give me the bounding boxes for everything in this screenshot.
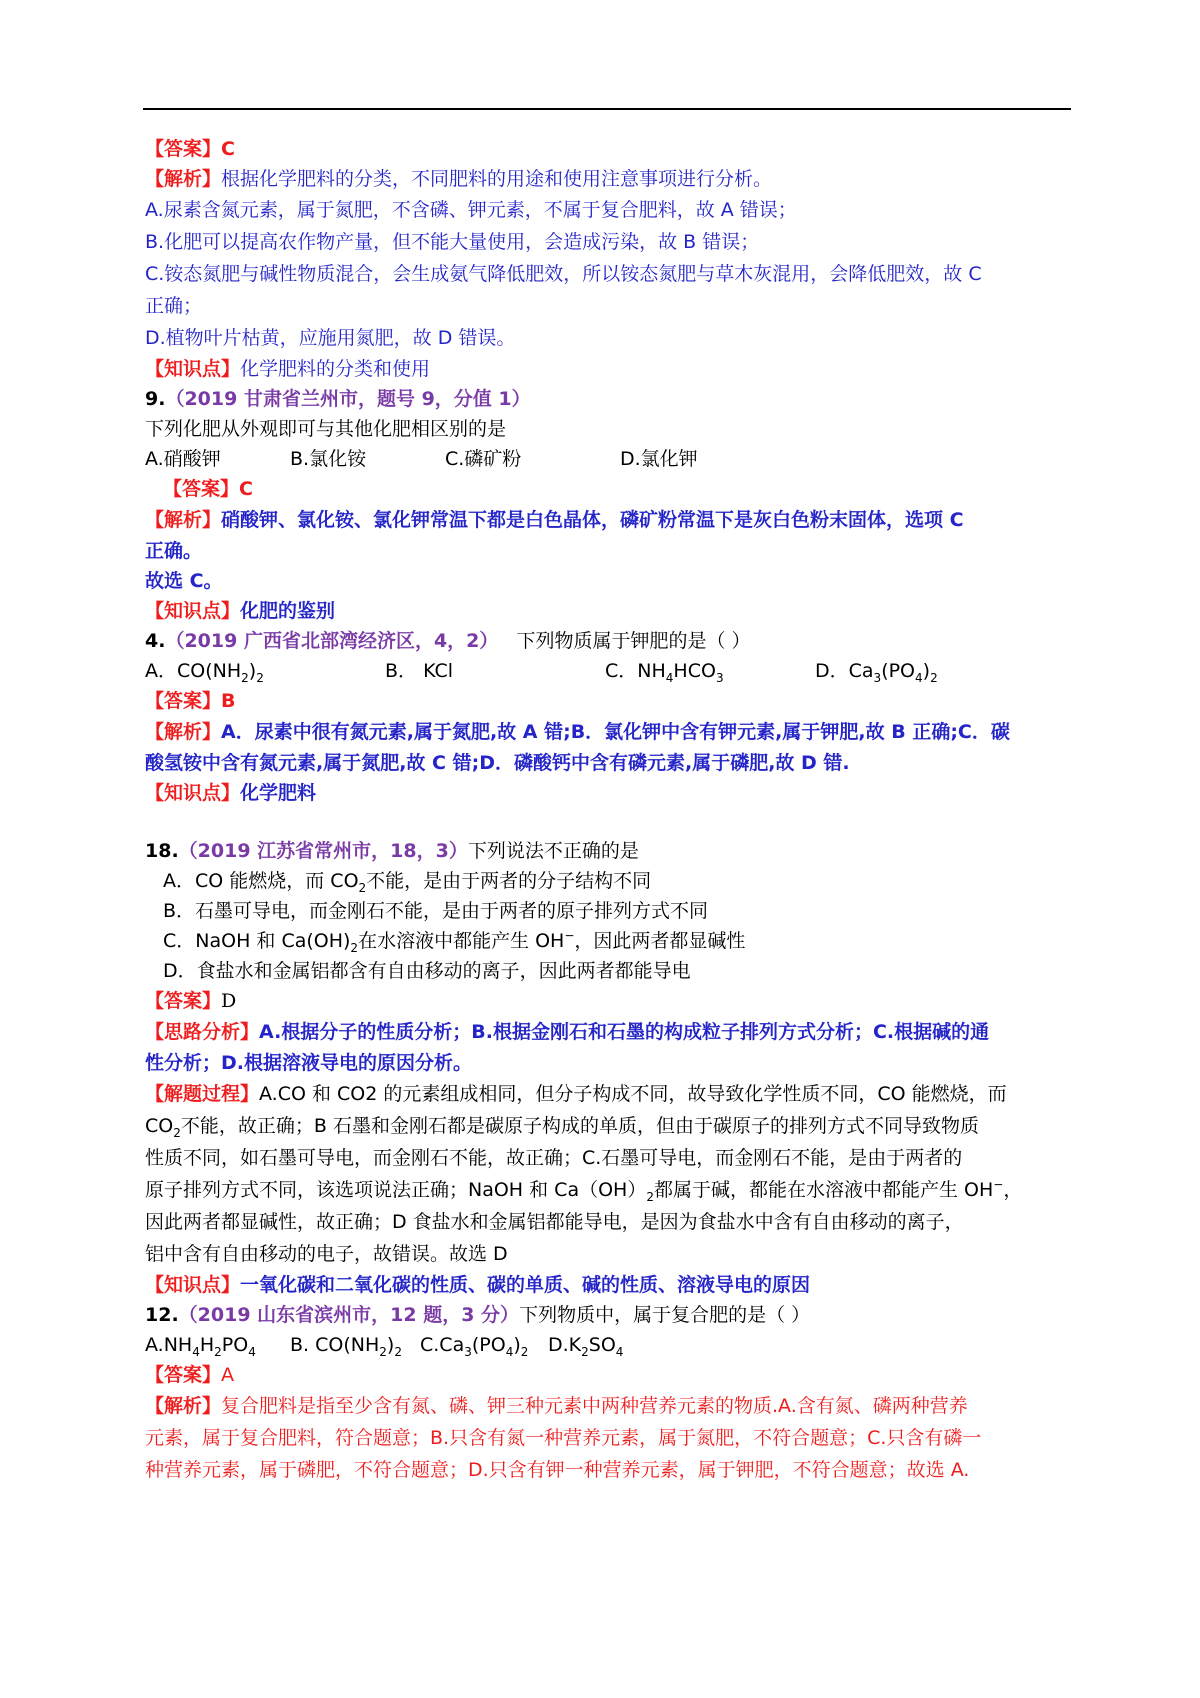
question-stem: 下列化肥从外观即可与其他化肥相区别的是 — [145, 418, 507, 440]
answer-label: 【答案】 — [145, 690, 222, 712]
process-text: 因此两者都显碱性，故正确；D 食盐水和金属铝都能导电，是因为食盐水中含有自由移动的离子， — [145, 1211, 964, 1233]
answer-value: A — [221, 1364, 235, 1386]
question-header — [145, 626, 1075, 656]
question-header — [145, 384, 1075, 414]
question-source: （2019 广西省北部湾经济区，4，2） — [165, 630, 499, 652]
spacer — [145, 808, 1075, 836]
process-label: 【解题过程】 — [145, 1083, 260, 1105]
question-stem: 下列物质属于钾肥的是（ ） — [516, 630, 751, 652]
option-a: A．CO 能燃烧，而 $CO_2$不能，是由于两者的分子结构不同 — [163, 870, 652, 895]
question-stem: 下列物质中，属于复合肥的是（ ） — [519, 1304, 811, 1326]
question-stem: 下列说法不正确的是 — [467, 840, 639, 862]
question-options — [145, 1330, 1075, 1360]
analysis-line — [145, 716, 1075, 748]
question-header — [145, 1300, 1075, 1330]
option-a: A.硝酸钾 — [145, 448, 221, 470]
analysis-label: 【解析】 — [145, 509, 222, 531]
question-source: （2019 甘肃省兰州市，题号 9，分值 1） — [165, 388, 531, 410]
option-b: B.氯化铵 — [290, 448, 367, 470]
answer-value: C — [239, 478, 253, 500]
thought-line — [145, 1016, 1075, 1048]
question-options — [145, 444, 1075, 474]
option-a: A．$CO(NH_2)_2$ — [145, 660, 264, 685]
analysis-detail: A.尿素含氮元素，属于氮肥，不含磷、钾元素，不属于复合肥料，故 A 错误； — [145, 199, 797, 221]
analysis-text: 元素，属于复合肥料，符合题意；B.只含有氮一种营养元素，属于氮肥，不符合题意；C.只含有磷一 — [145, 1427, 982, 1449]
document-body — [145, 134, 1075, 1486]
thought-label: 【思路分析】 — [145, 1021, 260, 1043]
knowledge-point-text: 一氧化碳和二氧化碳的性质、碳的单质、碱的性质、溶液导电的原因 — [240, 1274, 811, 1296]
option-b: B．石墨可导电，而金刚石不能，是由于两者的原子排列方式不同 — [163, 900, 709, 922]
option-c: C.磷矿粉 — [445, 448, 522, 470]
analysis-detail: B.化肥可以提高农作物产量，但不能大量使用，会造成污染，故 B 错误； — [145, 231, 760, 253]
answer-label: 【答案】 — [145, 138, 222, 160]
option-c: C．NaOH 和 $Ca(OH)_2$在水溶液中都能产生 OH−，因此两者都显碱性 — [163, 928, 746, 955]
analysis-detail: 正确； — [145, 295, 203, 317]
knowledge-point-label: 【知识点】 — [145, 600, 241, 622]
analysis-detail: C.铵态氮肥与碱性物质混合，会生成氨气降低肥效，所以铵态氮肥与草木灰混用，会降低肥效，故 C — [145, 263, 982, 285]
answer-line — [145, 986, 1075, 1016]
process-text: $CO_2$不能，故正确；B 石墨和金刚石都是碳原子构成的单质，但由于碳原子的排列方式不同导致物质 — [145, 1115, 979, 1140]
answer-label: 【答案】 — [145, 990, 222, 1012]
analysis-text: 根据化学肥料的分类，不同肥料的用途和使用注意事项进行分析。 — [221, 168, 773, 190]
process-text: 铝中含有自由移动的电子，故错误。故选 D — [145, 1243, 508, 1265]
process-line — [145, 1078, 1075, 1110]
option-d: D．$Ca_3(PO_4)_2$ — [815, 660, 938, 685]
header-rule — [143, 108, 1071, 110]
knowledge-point-text: 化肥的鉴别 — [240, 600, 336, 622]
answer-line — [145, 474, 1075, 504]
answer-value: D — [221, 990, 237, 1012]
question-number: 9. — [145, 388, 166, 410]
analysis-text: 正确。 — [145, 540, 203, 562]
question-number: 12. — [145, 1304, 179, 1326]
answer-line — [145, 1360, 1075, 1390]
answer-value: C — [221, 138, 235, 160]
question-source: （2019 江苏省常州市，18，3） — [178, 840, 468, 862]
knowledge-point-line — [145, 596, 1075, 626]
option-c: $C.Ca_3(PO_4)_2$ — [420, 1334, 529, 1359]
analysis-text: 种营养元素，属于磷肥，不符合题意；D.只含有钾一种营养元素，属于钾肥，不符合题意；故选 A. — [145, 1459, 970, 1481]
answer-label: 【答案】 — [145, 1364, 222, 1386]
knowledge-point-line — [145, 778, 1075, 808]
answer-label: 【答案】 — [163, 478, 240, 500]
question-options — [145, 656, 1075, 686]
option-d: D.氯化钾 — [620, 448, 698, 470]
answer-line — [145, 134, 1075, 164]
knowledge-point-line — [145, 354, 1075, 384]
thought-text: A.根据分子的性质分析；B.根据金刚石和石墨的构成粒子排列方式分析；C.根据碱的通 — [259, 1021, 990, 1043]
knowledge-point-label: 【知识点】 — [145, 1274, 241, 1296]
option-d: D．食盐水和金属铝都含有自由移动的离子，因此两者都能导电 — [163, 960, 691, 982]
answer-value: B — [221, 690, 236, 712]
analysis-text: 复合肥料是指至少含有氮、磷、钾三种元素中两种营养元素的物质.A.含有氮、磷两种营养 — [221, 1395, 968, 1417]
answer-line — [145, 686, 1075, 716]
knowledge-point-label: 【知识点】 — [145, 782, 241, 804]
knowledge-point-line — [145, 1270, 1075, 1300]
option-b: B． KCl — [385, 660, 454, 682]
thought-text: 性分析；D.根据溶液导电的原因分析。 — [145, 1052, 472, 1074]
analysis-text: A．尿素中很有氮元素,属于氮肥,故 A 错;B．氯化钾中含有钾元素,属于钾肥,故 B 正确;C．碳 — [221, 721, 1010, 743]
analysis-line — [145, 504, 1075, 536]
analysis-text: 硝酸钾、氯化铵、氯化钾常温下都是白色晶体，磷矿粉常温下是灰白色粉末固体，选项 C — [221, 509, 964, 531]
analysis-label: 【解析】 — [145, 721, 222, 743]
question-number: 4. — [145, 630, 166, 652]
analysis-line — [145, 1390, 1075, 1422]
option-a: $A.NH_4H_2PO_4$ — [145, 1334, 256, 1359]
option-d: $D.K_2SO_4$ — [548, 1334, 624, 1359]
analysis-text: 酸氢铵中含有氮元素,属于氮肥,故 C 错;D．磷酸钙中含有磷元素,属于磷肥,故 D 错. — [145, 752, 850, 774]
analysis-label: 【解析】 — [145, 1395, 222, 1417]
analysis-detail: D.植物叶片枯黄，应施用氮肥，故 D 错误。 — [145, 327, 516, 349]
process-text: 性质不同，如石墨可导电，而金刚石不能，故正确；C.石墨可导电，而金刚石不能，是由于两者的 — [145, 1147, 963, 1169]
option-b: B. $CO(NH_2)_2$ — [290, 1334, 402, 1359]
analysis-label: 【解析】 — [145, 168, 222, 190]
question-source: （2019 山东省滨州市，12 题，3 分） — [178, 1304, 520, 1326]
knowledge-point-text: 化学肥料 — [240, 782, 317, 804]
question-number: 18. — [145, 840, 179, 862]
knowledge-point-label: 【知识点】 — [145, 358, 241, 380]
question-header — [145, 836, 1075, 866]
process-text: 原子排列方式不同，该选项说法正确；NaOH 和 $Ca(OH)_2$都属于碱，都能在水溶液中都能产生 OH−， — [145, 1177, 1023, 1204]
option-c: C．$NH_4HCO_3$ — [605, 660, 724, 685]
analysis-text: 故选 C。 — [145, 570, 223, 592]
process-text: A.CO 和 CO2 的元素组成相同，但分子构成不同，故导致化学性质不同，CO 能燃烧，而 — [259, 1083, 1007, 1105]
knowledge-point-text: 化学肥料的分类和使用 — [240, 358, 431, 380]
analysis-line — [145, 164, 1075, 194]
